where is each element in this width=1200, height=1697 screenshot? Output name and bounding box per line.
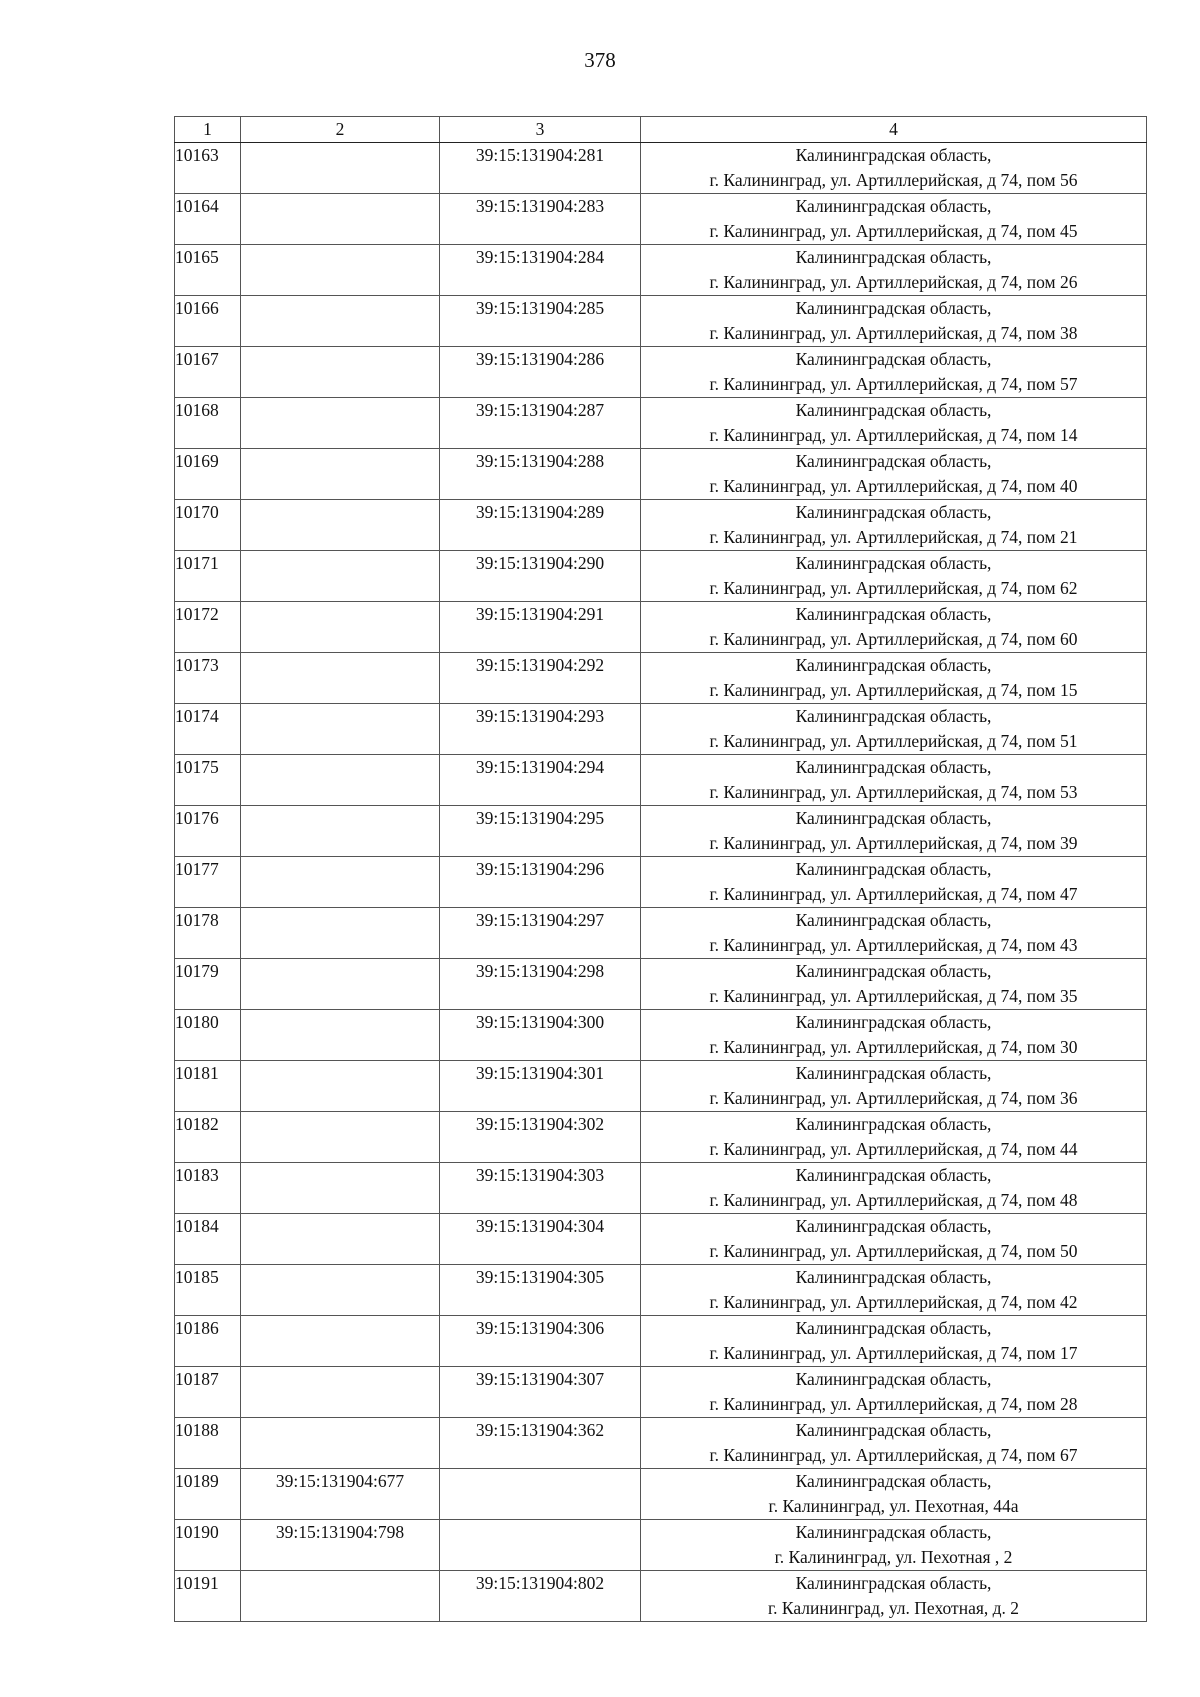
address-cell <box>641 347 1147 398</box>
table-row <box>175 755 1147 806</box>
address-region: Калининградская область, <box>795 655 992 675</box>
table-row <box>175 296 1147 347</box>
cadastral-number-premise: 39:15:131904:293 <box>440 704 641 755</box>
cadastral-number-building <box>241 1214 440 1265</box>
address-cell <box>641 959 1147 1010</box>
cadastral-number-premise: 39:15:131904:283 <box>440 194 641 245</box>
table-row <box>175 908 1147 959</box>
table-row <box>175 704 1147 755</box>
cadastral-number-premise <box>440 1469 641 1520</box>
address-cell <box>641 1163 1147 1214</box>
cadastral-number-building <box>241 653 440 704</box>
table-row <box>175 806 1147 857</box>
cadastral-number-building <box>241 806 440 857</box>
address-region: Калининградская область, <box>795 1420 992 1440</box>
address-region: Калининградская область, <box>795 1267 992 1287</box>
cadastral-number-building: 39:15:131904:798 <box>241 1520 440 1571</box>
address-street: г. Калининград, ул. Артиллерийская, д 74, пом 47 <box>709 884 1078 904</box>
table-row <box>175 1163 1147 1214</box>
address-region: Калининградская область, <box>795 247 992 267</box>
address-region: Калининградская область, <box>795 145 992 165</box>
table-row <box>175 500 1147 551</box>
header-row <box>175 117 1147 143</box>
address-region: Калининградская область, <box>795 196 992 216</box>
cadastral-number-building <box>241 1061 440 1112</box>
table-row <box>175 143 1147 194</box>
address-cell <box>641 398 1147 449</box>
address-street: г. Калининград, ул. Артиллерийская, д 74, пом 36 <box>709 1088 1078 1108</box>
address-region: Калининградская область, <box>795 1522 992 1542</box>
address-cell <box>641 704 1147 755</box>
cadastral-number-premise: 39:15:131904:301 <box>440 1061 641 1112</box>
address-region: Калининградская область, <box>795 502 992 522</box>
address-street: г. Калининград, ул. Артиллерийская, д 74, пом 39 <box>709 833 1078 853</box>
row-number: 10184 <box>175 1214 241 1265</box>
cadastral-number-premise: 39:15:131904:290 <box>440 551 641 602</box>
row-number: 10166 <box>175 296 241 347</box>
cadastral-number-premise: 39:15:131904:296 <box>440 857 641 908</box>
address-region: Калининградская область, <box>795 1573 992 1593</box>
table-row <box>175 653 1147 704</box>
column-header-3: 3 <box>440 117 641 143</box>
table-row <box>175 857 1147 908</box>
row-number: 10179 <box>175 959 241 1010</box>
table-row <box>175 347 1147 398</box>
cadastral-number-building <box>241 857 440 908</box>
cadastral-number-building <box>241 704 440 755</box>
address-cell <box>641 1010 1147 1061</box>
row-number: 10178 <box>175 908 241 959</box>
row-number: 10182 <box>175 1112 241 1163</box>
address-street: г. Калининград, ул. Артиллерийская, д 74, пом 51 <box>709 731 1078 751</box>
table-row <box>175 194 1147 245</box>
address-region: Калининградская область, <box>795 604 992 624</box>
address-street: г. Калининград, ул. Пехотная , 2 <box>774 1547 1013 1567</box>
address-cell <box>641 1265 1147 1316</box>
cadastral-number-premise: 39:15:131904:302 <box>440 1112 641 1163</box>
address-street: г. Калининград, ул. Артиллерийская, д 74, пом 50 <box>709 1241 1078 1261</box>
row-number: 10185 <box>175 1265 241 1316</box>
address-street: г. Калининград, ул. Артиллерийская, д 74, пом 17 <box>709 1343 1078 1363</box>
address-region: Калининградская область, <box>795 706 992 726</box>
table-row <box>175 1214 1147 1265</box>
cadastral-number-building <box>241 1418 440 1469</box>
address-region: Калининградская область, <box>795 1318 992 1338</box>
table-row <box>175 398 1147 449</box>
address-region: Калининградская область, <box>795 349 992 369</box>
address-street: г. Калининград, ул. Артиллерийская, д 74, пом 28 <box>709 1394 1078 1414</box>
table-row <box>175 602 1147 653</box>
table-row <box>175 1010 1147 1061</box>
address-street: г. Калининград, ул. Артиллерийская, д 74, пом 56 <box>709 170 1078 190</box>
address-cell <box>641 245 1147 296</box>
cadastral-number-premise: 39:15:131904:285 <box>440 296 641 347</box>
cadastral-number-building <box>241 959 440 1010</box>
cadastral-number-building <box>241 1265 440 1316</box>
table-row <box>175 1265 1147 1316</box>
cadastral-number-premise <box>440 1520 641 1571</box>
row-number: 10174 <box>175 704 241 755</box>
address-cell <box>641 194 1147 245</box>
address-region: Калининградская область, <box>795 808 992 828</box>
address-cell <box>641 908 1147 959</box>
address-cell <box>641 857 1147 908</box>
address-region: Калининградская область, <box>795 910 992 930</box>
table-row <box>175 551 1147 602</box>
table-row <box>175 1061 1147 1112</box>
address-region: Калининградская область, <box>795 400 992 420</box>
address-street: г. Калининград, ул. Артиллерийская, д 74, пом 30 <box>709 1037 1078 1057</box>
cadastral-number-building <box>241 908 440 959</box>
table-header <box>175 117 1147 143</box>
address-street: г. Калининград, ул. Артиллерийская, д 74, пом 14 <box>709 425 1078 445</box>
address-cell <box>641 1214 1147 1265</box>
address-region: Калининградская область, <box>795 1114 992 1134</box>
cadastral-number-premise: 39:15:131904:292 <box>440 653 641 704</box>
address-street: г. Калининград, ул. Пехотная, д. 2 <box>767 1598 1020 1618</box>
cadastral-number-building <box>241 1367 440 1418</box>
cadastral-number-building <box>241 1112 440 1163</box>
address-cell <box>641 1469 1147 1520</box>
address-street: г. Калининград, ул. Артиллерийская, д 74, пом 42 <box>709 1292 1078 1312</box>
row-number: 10168 <box>175 398 241 449</box>
address-cell <box>641 449 1147 500</box>
cadastral-number-building <box>241 602 440 653</box>
address-cell <box>641 551 1147 602</box>
table-row <box>175 959 1147 1010</box>
row-number: 10191 <box>175 1571 241 1622</box>
address-cell <box>641 500 1147 551</box>
cadastral-number-building <box>241 1163 440 1214</box>
address-street: г. Калининград, ул. Артиллерийская, д 74, пом 44 <box>709 1139 1078 1159</box>
cadastral-number-building <box>241 1571 440 1622</box>
address-street: г. Калининград, ул. Артиллерийская, д 74, пом 67 <box>709 1445 1078 1465</box>
address-cell <box>641 1418 1147 1469</box>
cadastral-number-premise: 39:15:131904:288 <box>440 449 641 500</box>
row-number: 10171 <box>175 551 241 602</box>
cadastral-number-premise: 39:15:131904:286 <box>440 347 641 398</box>
column-header-2: 2 <box>241 117 440 143</box>
cadastral-number-premise: 39:15:131904:303 <box>440 1163 641 1214</box>
row-number: 10190 <box>175 1520 241 1571</box>
table-row <box>175 245 1147 296</box>
cadastral-number-building <box>241 143 440 194</box>
cadastral-number-premise: 39:15:131904:298 <box>440 959 641 1010</box>
address-cell <box>641 296 1147 347</box>
row-number: 10173 <box>175 653 241 704</box>
cadastral-number-premise: 39:15:131904:305 <box>440 1265 641 1316</box>
row-number: 10186 <box>175 1316 241 1367</box>
cadastral-number-premise: 39:15:131904:297 <box>440 908 641 959</box>
address-cell <box>641 1316 1147 1367</box>
cadastral-number-premise: 39:15:131904:295 <box>440 806 641 857</box>
address-region: Калининградская область, <box>795 961 992 981</box>
cadastral-number-building <box>241 551 440 602</box>
row-number: 10187 <box>175 1367 241 1418</box>
table-body <box>175 143 1147 1622</box>
cadastral-number-building <box>241 245 440 296</box>
address-street: г. Калининград, ул. Артиллерийская, д 74, пом 15 <box>709 680 1078 700</box>
address-street: г. Калининград, ул. Артиллерийская, д 74, пом 35 <box>709 986 1078 1006</box>
table-row <box>175 1112 1147 1163</box>
row-number: 10167 <box>175 347 241 398</box>
cadastral-number-premise: 39:15:131904:304 <box>440 1214 641 1265</box>
cadastral-number-premise: 39:15:131904:306 <box>440 1316 641 1367</box>
address-region: Калининградская область, <box>795 1063 992 1083</box>
cadastral-number-premise: 39:15:131904:287 <box>440 398 641 449</box>
address-region: Калининградская область, <box>795 1369 992 1389</box>
cadastral-number-premise: 39:15:131904:802 <box>440 1571 641 1622</box>
table-row <box>175 449 1147 500</box>
address-cell <box>641 1571 1147 1622</box>
address-region: Калининградская область, <box>795 1012 992 1032</box>
table-row <box>175 1571 1147 1622</box>
cadastral-number-premise: 39:15:131904:300 <box>440 1010 641 1061</box>
page-number: 378 <box>584 48 616 72</box>
row-number: 10170 <box>175 500 241 551</box>
row-number: 10189 <box>175 1469 241 1520</box>
cadastral-number-premise: 39:15:131904:307 <box>440 1367 641 1418</box>
address-region: Калининградская область, <box>795 1471 992 1491</box>
row-number: 10183 <box>175 1163 241 1214</box>
table-row <box>175 1469 1147 1520</box>
row-number: 10164 <box>175 194 241 245</box>
row-number: 10163 <box>175 143 241 194</box>
address-region: Калининградская область, <box>795 757 992 777</box>
column-header-4: 4 <box>641 117 1147 143</box>
address-cell <box>641 1520 1147 1571</box>
row-number: 10188 <box>175 1418 241 1469</box>
row-number: 10181 <box>175 1061 241 1112</box>
cadastral-number-building <box>241 194 440 245</box>
address-street: г. Калининград, ул. Артиллерийская, д 74, пом 38 <box>709 323 1078 343</box>
address-cell <box>641 143 1147 194</box>
address-street: г. Калининград, ул. Артиллерийская, д 74, пом 43 <box>709 935 1078 955</box>
address-street: г. Калининград, ул. Артиллерийская, д 74, пом 62 <box>709 578 1078 598</box>
address-region: Калининградская область, <box>795 553 992 573</box>
row-number: 10172 <box>175 602 241 653</box>
cadastral-number-building <box>241 398 440 449</box>
cadastral-number-building: 39:15:131904:677 <box>241 1469 440 1520</box>
address-cell <box>641 806 1147 857</box>
table-row <box>175 1520 1147 1571</box>
table-row <box>175 1316 1147 1367</box>
cadastral-number-premise: 39:15:131904:281 <box>440 143 641 194</box>
cadastral-number-building <box>241 449 440 500</box>
cadastral-number-premise: 39:15:131904:284 <box>440 245 641 296</box>
property-registry-table <box>174 116 1147 1622</box>
address-cell <box>641 1061 1147 1112</box>
cadastral-number-premise: 39:15:131904:291 <box>440 602 641 653</box>
cadastral-number-premise: 39:15:131904:289 <box>440 500 641 551</box>
address-street: г. Калининград, ул. Артиллерийская, д 74, пом 53 <box>709 782 1078 802</box>
address-street: г. Калининград, ул. Артиллерийская, д 74, пом 48 <box>709 1190 1078 1210</box>
cadastral-number-building <box>241 1316 440 1367</box>
address-street: г. Калининград, ул. Артиллерийская, д 74, пом 21 <box>709 527 1078 547</box>
address-cell <box>641 1367 1147 1418</box>
cadastral-number-premise: 39:15:131904:294 <box>440 755 641 806</box>
table-row <box>175 1367 1147 1418</box>
cadastral-number-building <box>241 755 440 806</box>
cadastral-number-building <box>241 296 440 347</box>
address-cell <box>641 1112 1147 1163</box>
row-number: 10180 <box>175 1010 241 1061</box>
address-region: Калининградская область, <box>795 859 992 879</box>
cadastral-number-premise: 39:15:131904:362 <box>440 1418 641 1469</box>
cadastral-number-building <box>241 347 440 398</box>
table-row <box>175 1418 1147 1469</box>
cadastral-number-building <box>241 500 440 551</box>
address-cell <box>641 653 1147 704</box>
row-number: 10165 <box>175 245 241 296</box>
address-cell <box>641 602 1147 653</box>
address-street: г. Калининград, ул. Артиллерийская, д 74, пом 57 <box>709 374 1078 394</box>
address-region: Калининградская область, <box>795 1165 992 1185</box>
address-street: г. Калининград, ул. Артиллерийская, д 74, пом 40 <box>709 476 1078 496</box>
row-number: 10169 <box>175 449 241 500</box>
address-region: Калининградская область, <box>795 1216 992 1236</box>
row-number: 10175 <box>175 755 241 806</box>
address-street: г. Калининград, ул. Артиллерийская, д 74, пом 60 <box>709 629 1078 649</box>
address-region: Калининградская область, <box>795 298 992 318</box>
address-street: г. Калининград, ул. Пехотная, 44а <box>768 1496 1019 1516</box>
address-cell <box>641 755 1147 806</box>
row-number: 10176 <box>175 806 241 857</box>
address-street: г. Калининград, ул. Артиллерийская, д 74, пом 45 <box>709 221 1078 241</box>
address-region: Калининградская область, <box>795 451 992 471</box>
cadastral-number-building <box>241 1010 440 1061</box>
address-street: г. Калининград, ул. Артиллерийская, д 74, пом 26 <box>709 272 1078 292</box>
column-header-1: 1 <box>175 117 241 143</box>
row-number: 10177 <box>175 857 241 908</box>
